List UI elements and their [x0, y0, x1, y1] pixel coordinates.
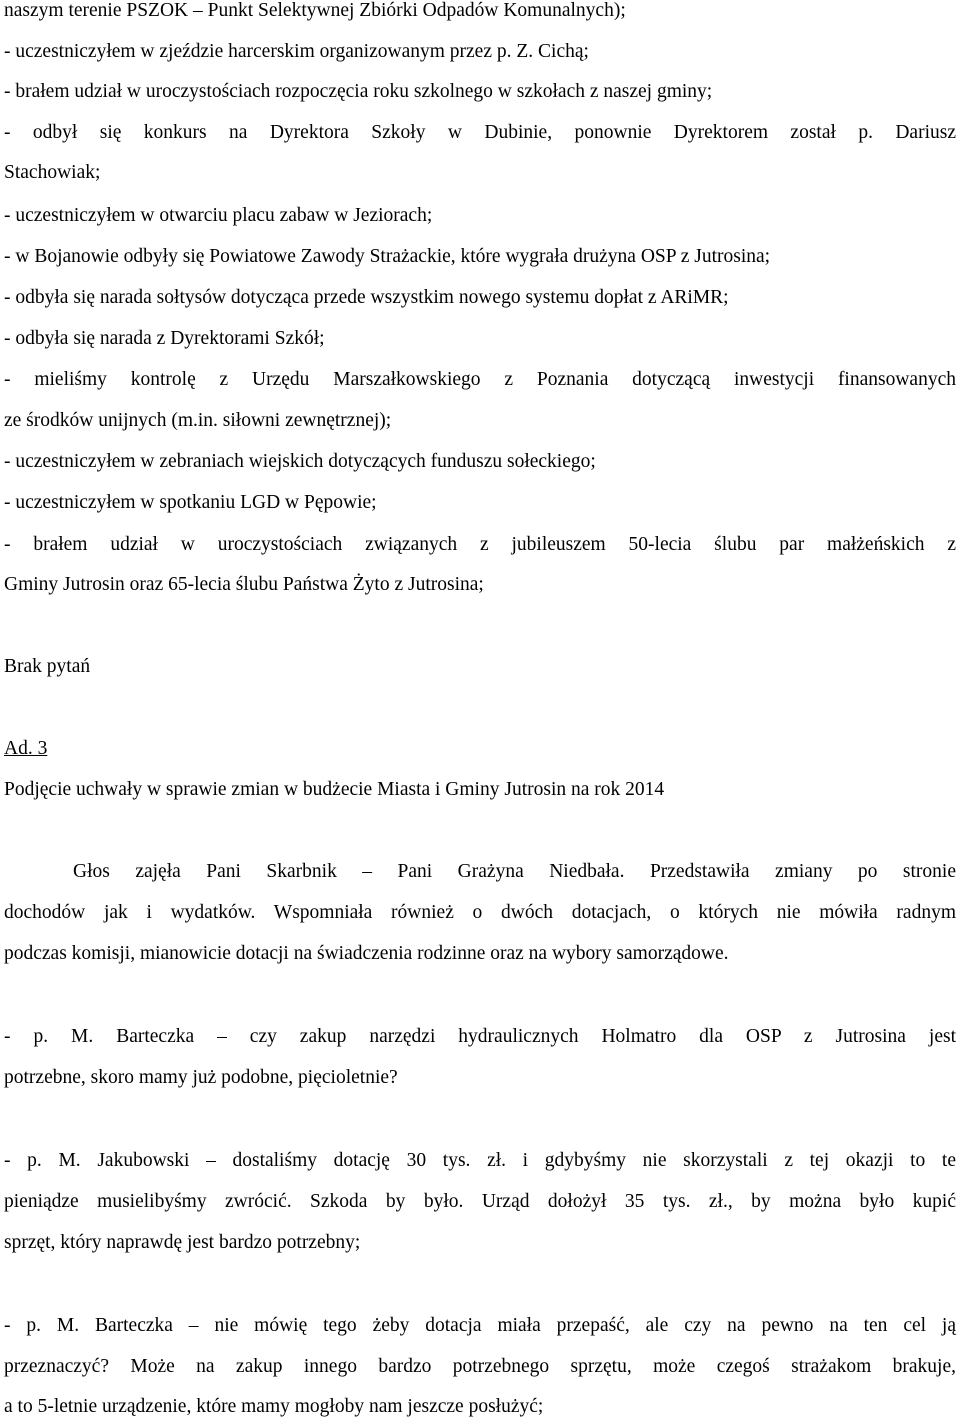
- text-line: - odbyła się narada z Dyrektorami Szkół;: [4, 328, 325, 349]
- text-line: - w Bojanowie odbyły się Powiatowe Zawody Strażackie, które wygrała drużyna OSP z Jutrosina;: [4, 246, 771, 267]
- text-line: - p. M. Barteczka – nie mówię tego żeby dotacja miała przepaść, ale czy na pewno na ten cel ją: [4, 1315, 956, 1336]
- text-line: pieniądze musielibyśmy zwrócić. Szkoda by było. Urząd dołożył 35 tys. zł., by można było kupić: [4, 1191, 956, 1212]
- text-line: - mieliśmy kontrolę z Urzędu Marszałkowskiego z Poznania dotyczącą inwestycji finansowanych: [4, 369, 956, 390]
- text-line: a to 5-letnie urządzenie, które mamy mogłoby nam jeszcze posłużyć;: [4, 1396, 544, 1417]
- text-line: sprzęt, który naprawdę jest bardzo potrzebny;: [4, 1232, 361, 1253]
- agenda-item-heading: Ad. 3: [4, 738, 48, 759]
- text-line: - uczestniczyłem w zebraniach wiejskich dotyczących funduszu sołeckiego;: [4, 451, 596, 472]
- text-line: - uczestniczyłem w zjeździe harcerskim organizowanym przez p. Z. Cichą;: [4, 41, 589, 62]
- text-line: Stachowiak;: [4, 162, 101, 183]
- text-line: ze środków unijnych (m.in. siłowni zewnętrznej);: [4, 410, 392, 431]
- text-line: potrzebne, skoro mamy już podobne, pięcioletnie?: [4, 1067, 398, 1088]
- text-line: przeznaczyć? Może na zakup innego bardzo potrzebnego sprzętu, może czegoś strażakom brakuje,: [4, 1356, 956, 1377]
- section-note: Brak pytań: [4, 656, 91, 677]
- text-line: Gminy Jutrosin oraz 65-lecia ślubu Państwa Żyto z Jutrosina;: [4, 574, 484, 595]
- text-line: - odbył się konkurs na Dyrektora Szkoły w Dubinie, ponownie Dyrektorem został p. Dariusz: [4, 122, 956, 143]
- text-line: - uczestniczyłem w spotkaniu LGD w Pępowie;: [4, 492, 377, 513]
- text-line: - odbyła się narada sołtysów dotycząca przede wszystkim nowego systemu dopłat z ARiMR;: [4, 287, 729, 308]
- text-line: Głos zajęła Pani Skarbnik – Pani Grażyna Niedbała. Przedstawiła zmiany po stronie: [73, 861, 956, 882]
- text-line: podczas komisji, mianowicie dotacji na świadczenia rodzinne oraz na wybory samorządowe.: [4, 943, 729, 964]
- text-line: dochodów jak i wydatków. Wspomniała również o dwóch dotacjach, o których nie mówiła radnym: [4, 902, 956, 923]
- text-line: - p. M. Barteczka – czy zakup narzędzi hydraulicznych Holmatro dla OSP z Jutrosina jest: [4, 1026, 956, 1047]
- text-line: naszym terenie PSZOK – Punkt Selektywnej Zbiórki Odpadów Komunalnych);: [4, 0, 626, 21]
- text-line: - brałem udział w uroczystościach rozpoczęcia roku szkolnego w szkołach z naszej gminy;: [4, 81, 713, 102]
- text-line: - brałem udział w uroczystościach związanych z jubileuszem 50-lecia ślubu par małżeńskich z: [4, 534, 956, 555]
- text-line: - p. M. Jakubowski – dostaliśmy dotację 30 tys. zł. i gdybyśmy nie skorzystali z tej okazji to te: [4, 1150, 956, 1171]
- text-line: - uczestniczyłem w otwarciu placu zabaw w Jeziorach;: [4, 205, 433, 226]
- agenda-item-title: Podjęcie uchwały w sprawie zmian w budżecie Miasta i Gminy Jutrosin na rok 2014: [4, 779, 665, 800]
